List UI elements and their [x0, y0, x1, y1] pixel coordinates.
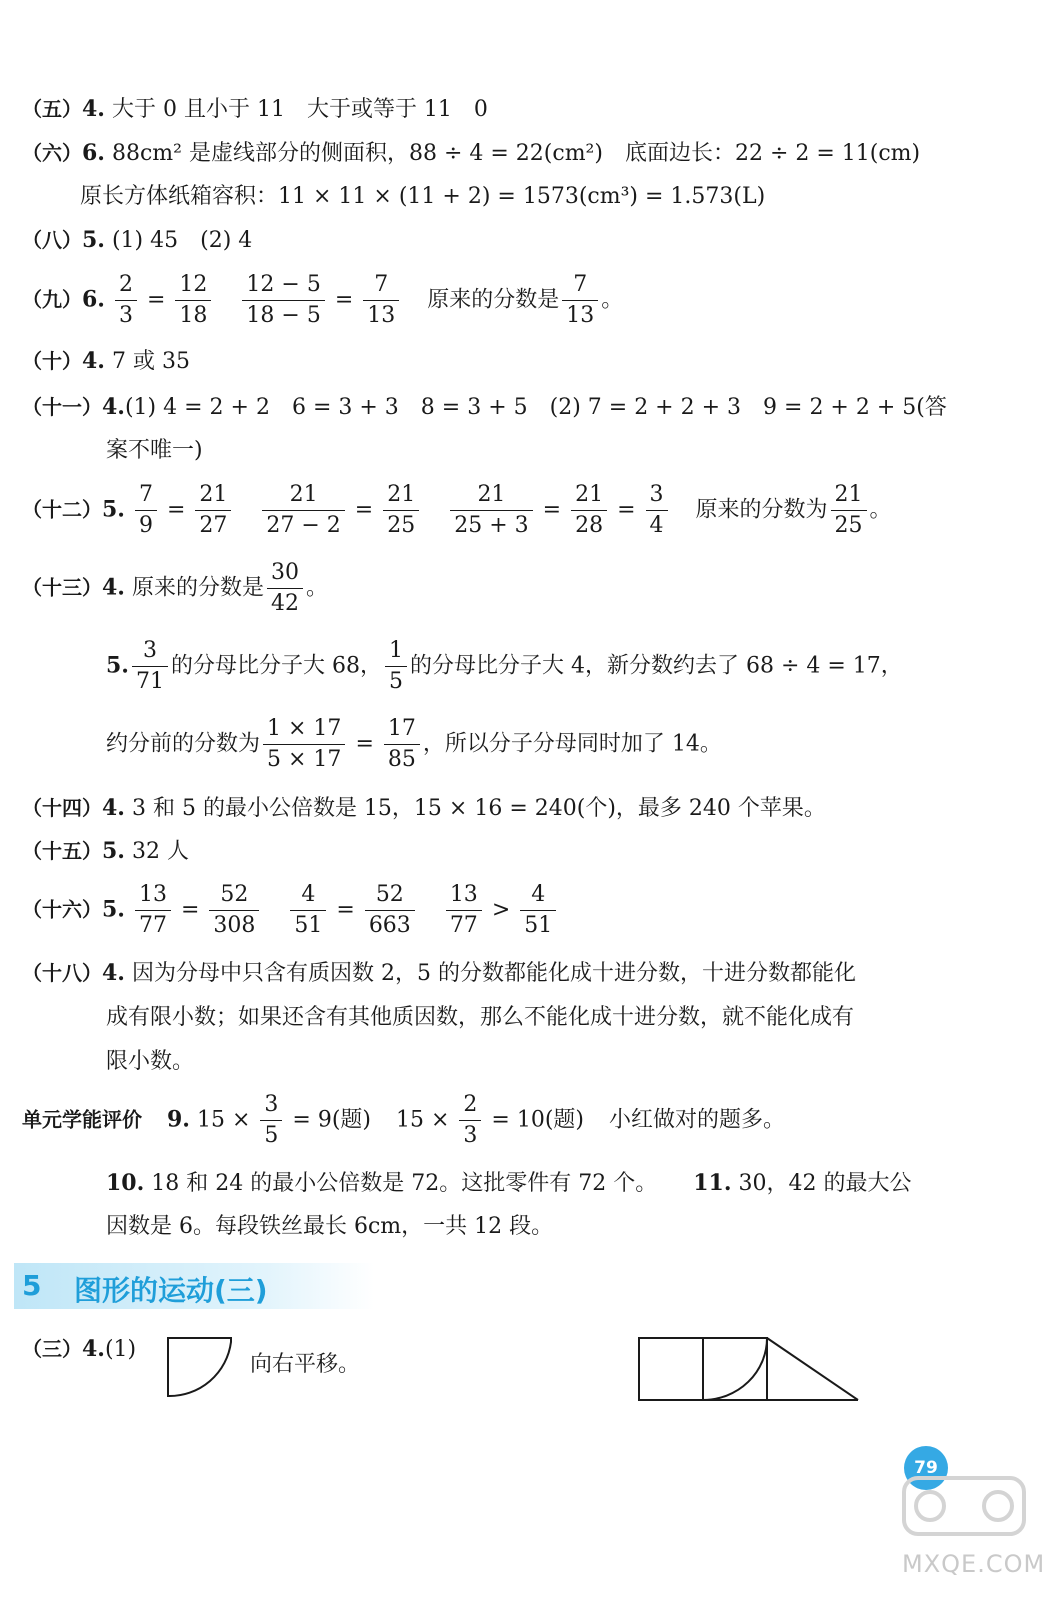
fraction: $\frac{3}{71}$: [132, 636, 168, 697]
answer-text: 88cm² 是虚线部分的侧面积，88 ÷ 4 = 22(cm²) 底面边长：22 ÷ 2 = 11(cm): [111, 141, 921, 166]
answer-13-5: 5. $\frac{3}{71}$ 的分母比分子大 68， $\frac{1}{5}$ 的分母比分子大 4，新分数约去了 68 ÷ 4 = 17，: [106, 636, 903, 697]
watermark-logo: [890, 1458, 1040, 1550]
fraction: $\frac{21}{27 - 2}$: [262, 480, 344, 541]
section-label: （六）: [22, 141, 82, 165]
section-label: （十二）: [22, 497, 102, 522]
unit-evaluation-line2: 10. 18 和 24 的最小公倍数是 72。这批零件有 72 个。 11. 30，42 的最大公: [106, 1170, 912, 1196]
answer-14: （十四）4. 3 和 5 的最小公倍数是 15，15 × 16 = 240(个)，最多 240 个苹果。: [22, 795, 826, 821]
answer-18-line2: 成有限小数；如果还含有其他质因数，那么不能化成十进分数，就不能化成有: [106, 1005, 855, 1030]
answer-5: （五）4. 大于 0 且小于 11 大于或等于 11 0: [22, 96, 488, 122]
answer-18: （十八）4. 因为分母中只含有质因数 2，5 的分数都能化成十进分数，十进分数都能化: [22, 960, 856, 986]
fraction: $\frac{21}{28}$: [571, 480, 607, 541]
answer-8: （八）5. (1) 45 (2) 4: [22, 227, 253, 253]
answer-text: 7 或 35: [111, 349, 190, 374]
watermark-text: MXQE.COM: [902, 1550, 1046, 1578]
quarter-circle-figure: [165, 1334, 237, 1400]
section-label: （三）: [22, 1337, 82, 1361]
answer-6-line2: 原长方体纸箱容积：11 × 11 × (11 + 2) = 1573(cm³) = 1.573(L): [80, 184, 766, 209]
answer-text: 因为分母中只含有质因数 2，5 的分数都能化成十进分数，十进分数都能化: [131, 961, 856, 986]
fraction: $\frac{13}{77}$: [446, 880, 482, 941]
section-label: （十三）: [22, 575, 102, 600]
fraction: $\frac{1}{5}$: [385, 636, 407, 697]
fraction: $\frac{4}{51}$: [520, 880, 556, 941]
page-number: 79: [904, 1446, 948, 1490]
fraction: $\frac{21}{25 + 3}$: [450, 480, 532, 541]
fraction: $\frac{52}{308}$: [209, 880, 259, 941]
section-label: （十四）: [22, 796, 102, 820]
answer-11-line2: 案不唯一): [106, 438, 203, 463]
answer-3: （三）4.(1): [22, 1336, 137, 1362]
answer-13-5-line2: 约分前的分数为 $\frac{1 \times 17}{5 \times 17}$ = $\frac{17}{85}$ ，所以分子分母同时加了 14。: [106, 714, 722, 775]
answer-text: 原来的分数是: [131, 575, 264, 601]
section-label: （十六）: [22, 897, 102, 922]
unit-evaluation-label: 单元学能评价: [22, 1107, 142, 1132]
fraction: $\frac{7}{9}$: [135, 480, 157, 541]
answer-text: (1) 45 (2) 4: [111, 228, 253, 253]
answer-6: （六）6. 88cm² 是虚线部分的侧面积，88 ÷ 4 = 22(cm²) 底面边长：22 ÷ 2 = 11(cm): [22, 140, 921, 166]
fraction: $\frac{17}{85}$: [384, 714, 420, 775]
section-label: （十八）: [22, 961, 102, 985]
fraction: $\frac{2}{3}$: [115, 270, 137, 331]
section-label: （十五）: [22, 839, 102, 863]
fraction: $\frac{3}{5}$: [260, 1090, 282, 1151]
fraction: $\frac{13}{77}$: [135, 880, 171, 941]
fraction: $\frac{21}{25}$: [383, 480, 419, 541]
fraction: $\frac{52}{663}$: [365, 880, 415, 941]
fraction: $\frac{7}{13}$: [562, 270, 598, 331]
answer-11: （十一）4.(1) 4 = 2 + 2 6 = 3 + 3 8 = 3 + 5 (2) 7 = 2 + 2 + 3 9 = 2 + 2 + 5(答: [22, 394, 947, 420]
answer-text: 3 和 5 的最小公倍数是 15，15 × 16 = 240(个)，最多 240 个苹果。: [131, 796, 826, 821]
fraction: $\frac{21}{25}$: [831, 480, 867, 541]
fraction: $\frac{12}{18}$: [175, 270, 211, 331]
section-label: （五）: [22, 97, 82, 121]
answer-15: （十五）5. 32 人: [22, 838, 189, 864]
fraction: $\frac{1 \times 17}{5 \times 17}$: [263, 714, 345, 775]
fraction: $\frac{7}{13}$: [363, 270, 399, 331]
answer-text: (1) 4 = 2 + 2 6 = 3 + 3 8 = 3 + 5 (2) 7 = 2 + 2 + 3 9 = 2 + 2 + 5(答: [124, 395, 947, 420]
unit-evaluation-line3: 因数是 6。每段铁丝最长 6cm，一共 12 段。: [106, 1214, 554, 1239]
answer-12: （十二）5. $\frac{7}{9}$ = $\frac{21}{27}$ $\frac{21}{27 - 2}$ = $\frac{21}{25}$ $\frac{21}{25 + 3}$ = $\frac{21}{28}$ = $\frac{3}{4}$ 原来的分数为 $\frac{21}{25}$ 。: [22, 480, 892, 541]
answer-text: 原来的分数是: [427, 287, 560, 313]
answer-text: 大于 0 且小于 11 大于或等于 11 0: [111, 97, 488, 122]
fraction: $\frac{2}{3}$: [459, 1090, 481, 1151]
watermark: [890, 1458, 1046, 1588]
translation-figure: [636, 1334, 864, 1404]
section-label: （十）: [22, 349, 82, 373]
section-label: （八）: [22, 228, 82, 252]
answer-text: 32 人: [131, 839, 189, 864]
fraction: $\frac{30}{42}$: [267, 558, 303, 619]
answer-3-text: 向右平移。: [250, 1352, 361, 1377]
fraction: $\frac{4}{51}$: [290, 880, 326, 941]
fraction: $\frac{21}{27}$: [195, 480, 231, 541]
answer-9: （九）6. $\frac{2}{3}$ = $\frac{12}{18}$ $\frac{12 - 5}{18 - 5}$ = $\frac{7}{13}$ 原来的分数是 $\frac{7}{13}$ 。: [22, 270, 623, 331]
answer-10: （十）4. 7 或 35: [22, 348, 190, 374]
section-label: （十一）: [22, 395, 102, 419]
section-number: 5: [22, 1269, 42, 1302]
fraction: $\frac{3}{4}$: [646, 480, 668, 541]
section-label: （九）: [22, 287, 82, 312]
unit-evaluation: 单元学能评价 9. 15 × $\frac{3}{5}$ = 9(题) 15 × $\frac{2}{3}$ = 10(题) 小红做对的题多。: [22, 1090, 785, 1151]
answer-18-line3: 限小数。: [106, 1049, 195, 1074]
answer-16: （十六）5. $\frac{13}{77}$ = $\frac{52}{308}$ $\frac{4}{51}$ = $\frac{52}{663}$ $\frac{13}{77}$ > $\frac{4}{51}$: [22, 880, 559, 941]
section-title: 图形的运动(三): [74, 1274, 268, 1307]
section-header: [14, 1263, 374, 1309]
answer-13-4: （十三）4. 原来的分数是 $\frac{30}{42}$ 。: [22, 558, 328, 619]
fraction: $\frac{12 - 5}{18 - 5}$: [242, 270, 324, 331]
answer-text: 原来的分数为: [695, 497, 828, 523]
